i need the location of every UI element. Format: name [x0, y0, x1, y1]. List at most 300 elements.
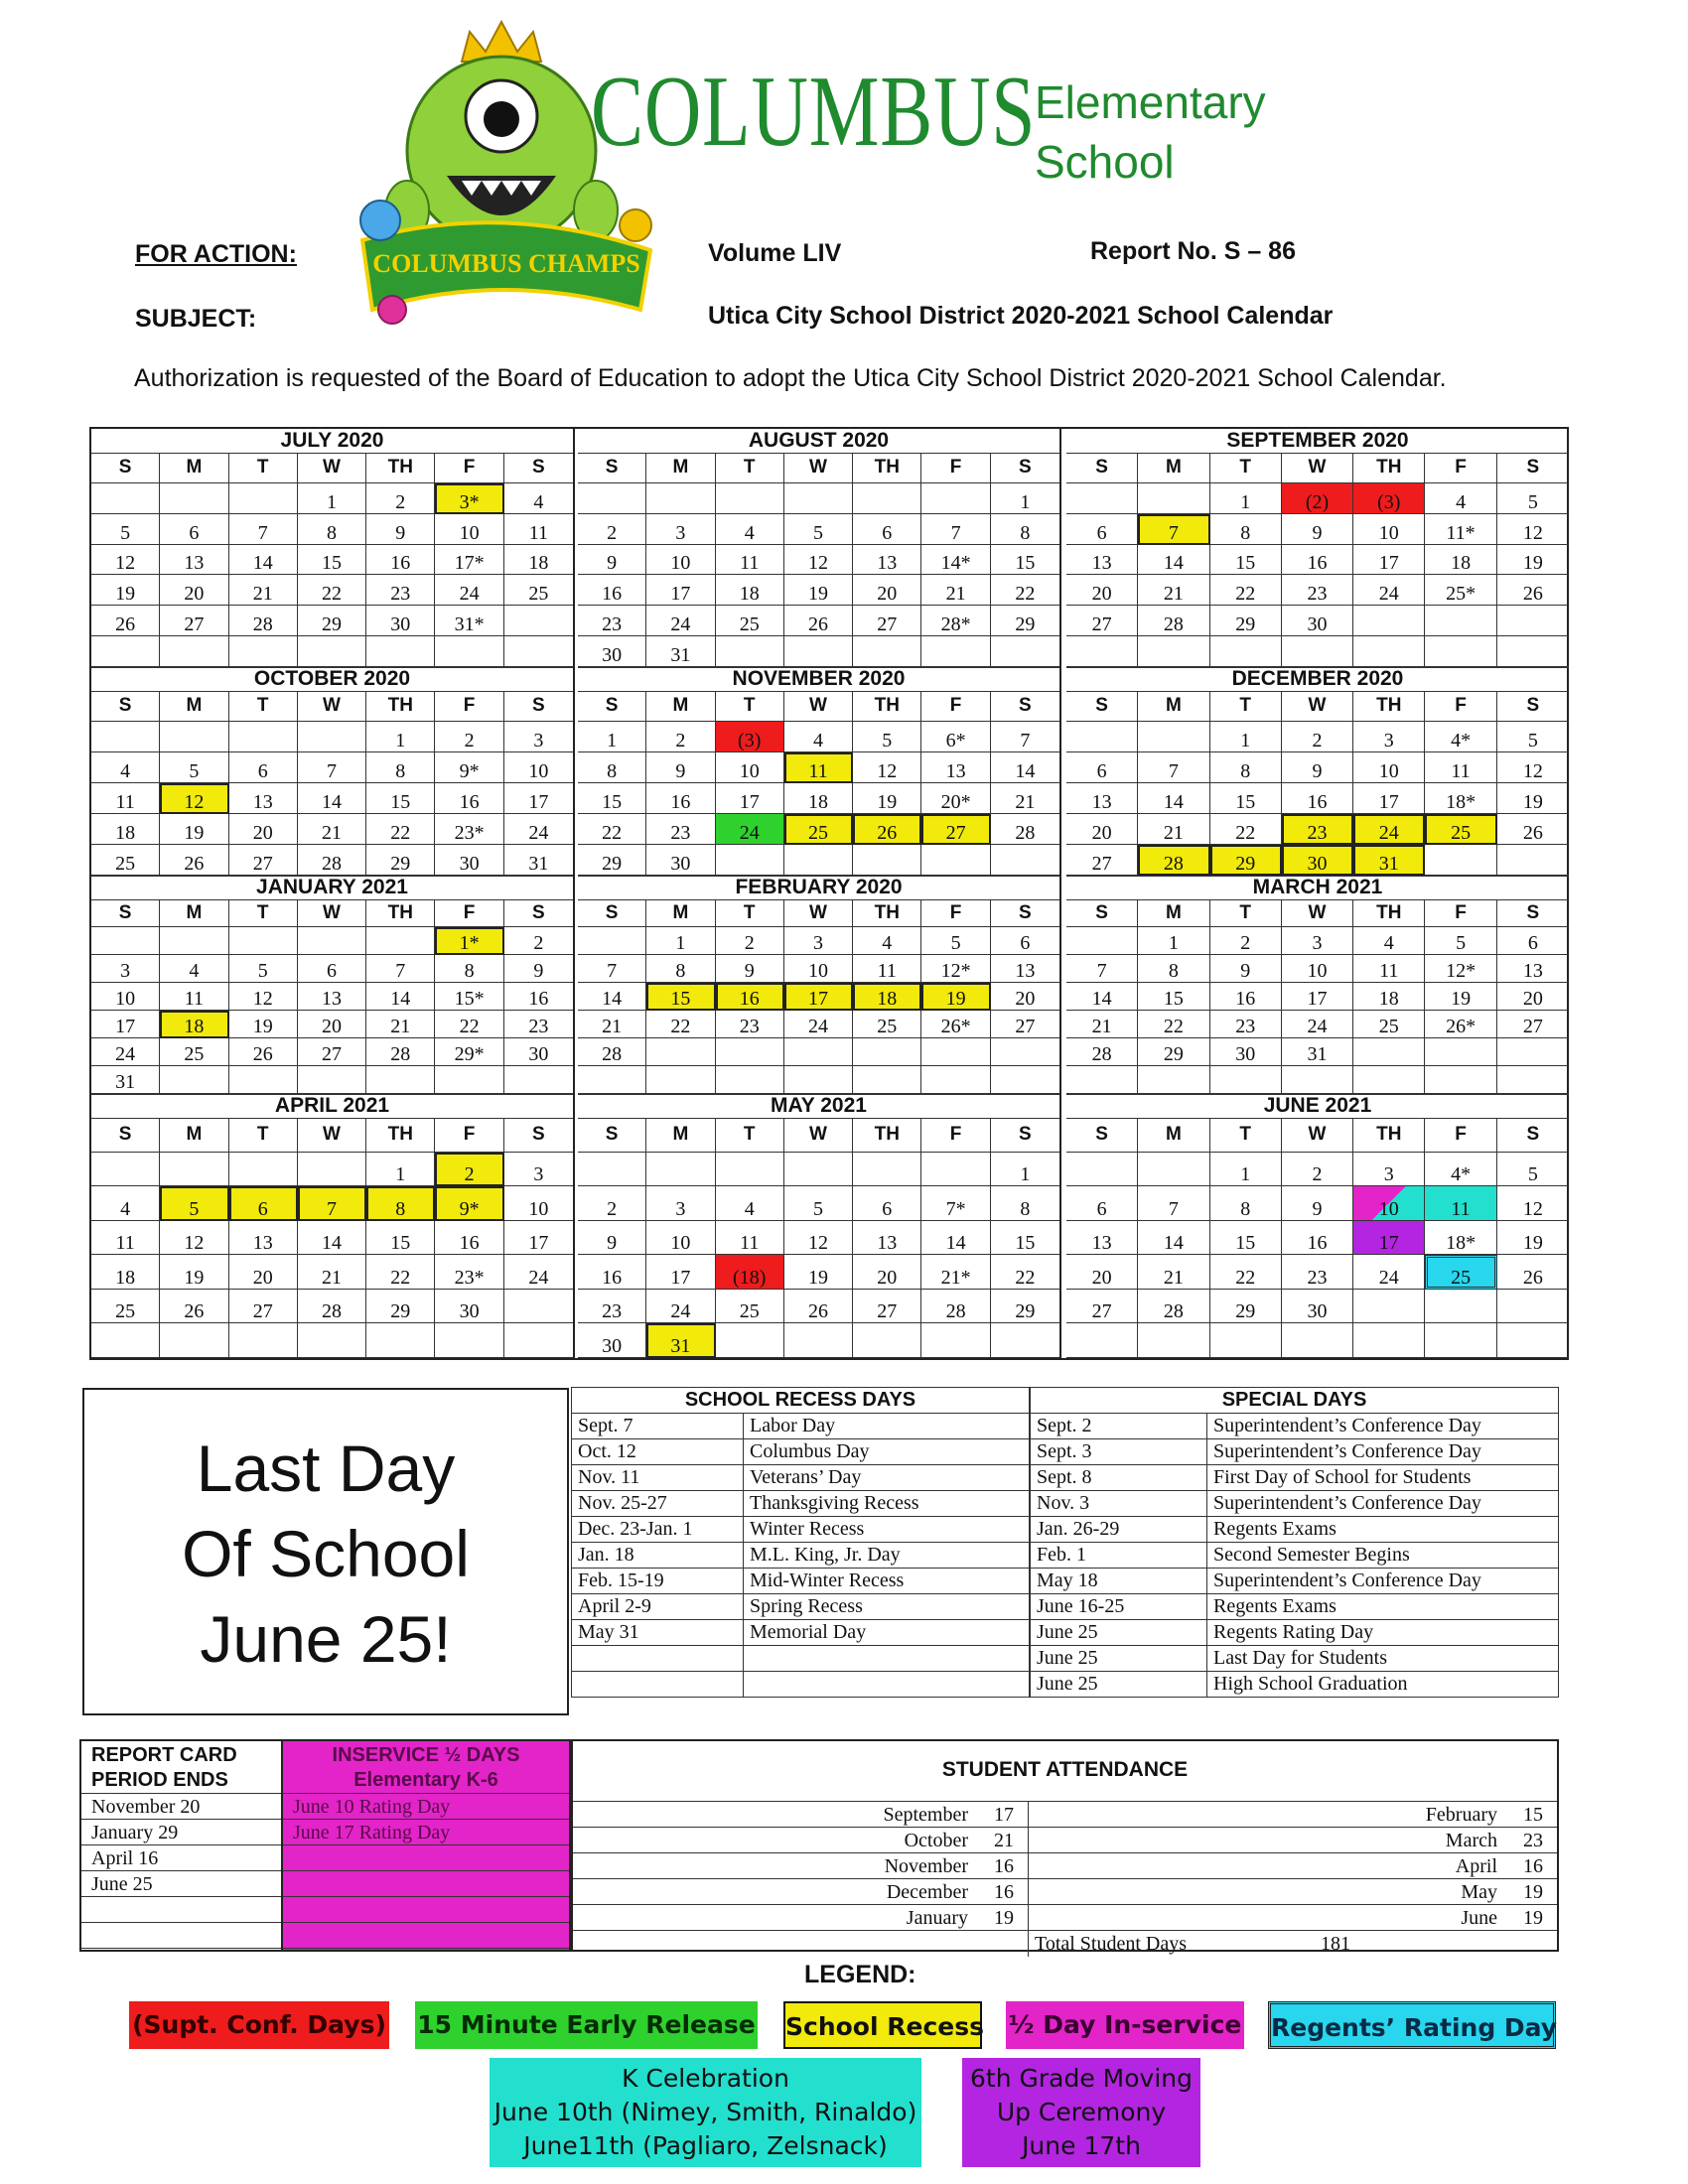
empty-day — [504, 1290, 573, 1324]
calendar-day: 21 — [578, 1011, 646, 1038]
special-date: Sept. 8 — [1031, 1465, 1207, 1491]
calendar-day: 25 — [1353, 1011, 1425, 1038]
empty-day — [921, 1066, 990, 1094]
calendar-day: 2 — [1210, 927, 1282, 955]
calendar-day: 6 — [991, 927, 1059, 955]
calendar-day: 25* — [1425, 575, 1496, 606]
calendar-day: 6 — [853, 1186, 921, 1221]
special-description: Superintendent’s Conference Day — [1207, 1439, 1559, 1465]
day-header: S — [1066, 1118, 1138, 1153]
month-february-2020 — [578, 876, 1061, 1095]
day-header: F — [921, 453, 990, 483]
empty-day — [784, 636, 853, 667]
calendar-day: 15 — [578, 783, 646, 814]
calendar-day: 6 — [229, 1186, 298, 1221]
calendar-day: 26* — [921, 1011, 990, 1038]
empty-day — [1353, 1290, 1425, 1324]
calendar-day: 17 — [646, 575, 715, 606]
calendar-day: 8 — [435, 955, 503, 983]
day-header: M — [1138, 899, 1209, 927]
day-header: F — [921, 691, 990, 722]
calendar-day: 29 — [366, 845, 435, 876]
attendance-month: June — [1461, 1907, 1497, 1929]
calendar-day: 27 — [853, 1290, 921, 1324]
day-header: F — [921, 1118, 990, 1153]
month-april-2021 — [91, 1094, 575, 1358]
calendar-day: 9 — [1282, 1186, 1353, 1221]
last-day-line3: June 25! — [200, 1602, 452, 1676]
calendar-day: 31 — [1353, 845, 1425, 876]
day-header: T — [1210, 691, 1282, 722]
day-header: S — [991, 691, 1059, 722]
calendar-day: 6 — [1066, 752, 1138, 783]
day-header: M — [1138, 691, 1209, 722]
empty-day — [229, 636, 298, 667]
day-header: S — [504, 1118, 573, 1153]
calendar-day: 1 — [366, 1153, 435, 1187]
calendar-day: 19 — [160, 1255, 228, 1290]
day-header: M — [160, 1118, 228, 1153]
authorization-text: Authorization is requested of the Board of Education to adopt the Utica City School District 2020-2021 School Calendar. — [134, 364, 1447, 392]
calendar-day: 23* — [435, 814, 503, 845]
calendar-day: 1 — [1210, 483, 1282, 514]
calendar-day: 13 — [1497, 955, 1569, 983]
day-header: M — [1138, 453, 1209, 483]
day-header: TH — [853, 899, 921, 927]
calendar-day: 21 — [298, 1255, 366, 1290]
calendar-day: 7 — [578, 955, 646, 983]
calendar-day: 23 — [1210, 1011, 1282, 1038]
empty-day — [1497, 1038, 1569, 1066]
legend-early-release: 15 Minute Early Release — [415, 2001, 758, 2049]
special-date: Nov. 3 — [1031, 1491, 1207, 1517]
calendar-day: 18 — [716, 575, 784, 606]
attendance-days: 16 — [994, 1855, 1014, 1877]
calendar-day: 11* — [1425, 514, 1496, 545]
calendar-day: 31 — [646, 1323, 715, 1358]
attendance-days: 15 — [1523, 1804, 1543, 1826]
calendar-day: 8 — [366, 1186, 435, 1221]
calendar-day: 10 — [1353, 514, 1425, 545]
empty-day — [646, 1038, 715, 1066]
day-header: M — [160, 691, 228, 722]
calendar-day: 12 — [160, 783, 228, 814]
calendar-day: 10 — [716, 752, 784, 783]
recess-row — [572, 1465, 1030, 1491]
empty-day — [991, 845, 1059, 876]
recess-description: M.L. King, Jr. Day — [744, 1543, 1030, 1569]
calendar-day: 2 — [435, 1153, 503, 1187]
recess-date: Nov. 25-27 — [572, 1491, 744, 1517]
total-days-label: Total Student Days — [1035, 1933, 1188, 1955]
calendar-day: 8 — [1138, 955, 1209, 983]
calendar-day: 5 — [91, 514, 160, 545]
day-header: TH — [853, 1118, 921, 1153]
empty-day — [160, 483, 228, 514]
day-header: S — [991, 899, 1059, 927]
calendar-day: 24 — [435, 575, 503, 606]
empty-day — [1138, 1153, 1209, 1187]
calendar-day: 27 — [298, 1038, 366, 1066]
calendar-day: 24 — [646, 606, 715, 636]
calendar-day: 9 — [1282, 752, 1353, 783]
calendar-day: 8 — [991, 514, 1059, 545]
empty-day — [716, 1153, 784, 1187]
calendar-day: 23 — [716, 1011, 784, 1038]
calendar-day: 16 — [435, 1221, 503, 1256]
calendar-day: 5 — [1425, 927, 1496, 955]
day-header: S — [504, 899, 573, 927]
calendar-day: 13 — [921, 752, 990, 783]
month-title: JULY 2020 — [91, 429, 573, 454]
month-title: APRIL 2021 — [91, 1094, 573, 1119]
calendar-day: 6 — [160, 514, 228, 545]
last-day-line1: Last Day — [196, 1432, 456, 1505]
attendance-row — [573, 1802, 1028, 1828]
month-december-2020 — [1066, 667, 1569, 877]
calendar-day: 27 — [160, 606, 228, 636]
calendar-day: 22 — [578, 814, 646, 845]
special-date: June 16-25 — [1031, 1594, 1207, 1620]
calendar-day: 9* — [435, 752, 503, 783]
calendar-day: 29 — [1138, 1038, 1209, 1066]
empty-day — [1497, 1290, 1569, 1324]
calendar-day: 22 — [366, 814, 435, 845]
day-header: W — [784, 691, 853, 722]
calendar-day: 18 — [504, 545, 573, 576]
calendar-day: 9 — [1282, 514, 1353, 545]
empty-day — [716, 1323, 784, 1358]
calendar-day: 25 — [504, 575, 573, 606]
recess-description: Labor Day — [744, 1414, 1030, 1439]
report-card-date: April 16 — [81, 1845, 281, 1871]
inservice-half-days-box — [283, 1739, 571, 1952]
day-header: F — [1425, 453, 1496, 483]
empty-day — [160, 1066, 228, 1094]
calendar-day: 14 — [1066, 983, 1138, 1011]
attendance-month: September — [883, 1804, 968, 1826]
calendar-day: 18 — [853, 983, 921, 1011]
calendar-day: 3 — [91, 955, 160, 983]
subject-label: SUBJECT: — [135, 305, 257, 333]
calendar-day: 2 — [578, 514, 646, 545]
day-header: F — [435, 691, 503, 722]
recess-description: Mid-Winter Recess — [744, 1569, 1030, 1594]
calendar-day: 11 — [853, 955, 921, 983]
calendar-day: 11 — [1353, 955, 1425, 983]
calendar-day: 15 — [366, 1221, 435, 1256]
calendar-day: 16 — [578, 1255, 646, 1290]
calendar-day: 9 — [646, 752, 715, 783]
calendar-day: 6* — [921, 722, 990, 752]
calendar-day: 1 — [578, 722, 646, 752]
calendar-day: 2 — [1282, 722, 1353, 752]
empty-day — [366, 636, 435, 667]
empty-day — [578, 483, 646, 514]
calendar-day: 16 — [435, 783, 503, 814]
monster-icon — [385, 57, 618, 245]
calendar-day: 4 — [91, 752, 160, 783]
empty-day — [784, 1323, 853, 1358]
attendance-row — [1029, 1853, 1557, 1879]
last-day-box — [82, 1388, 569, 1715]
pink-monster-icon — [378, 296, 406, 324]
empty-day — [229, 722, 298, 752]
calendar-day: 1 — [1210, 1153, 1282, 1187]
calendar-day: 29 — [991, 606, 1059, 636]
empty-day — [160, 927, 228, 955]
calendar-day: 17 — [504, 1221, 573, 1256]
calendar-day: 10 — [646, 545, 715, 576]
student-attendance-box — [571, 1739, 1559, 1955]
day-header: TH — [366, 1118, 435, 1153]
school-subtitle-line1: Elementary — [1035, 76, 1266, 128]
day-header: S — [91, 899, 160, 927]
empty-day — [504, 1066, 573, 1094]
day-header: T — [716, 1118, 784, 1153]
calendar-day: 23 — [646, 814, 715, 845]
calendar-day: 24 — [1353, 575, 1425, 606]
calendar-day: 18* — [1425, 1221, 1496, 1256]
calendar-day: 20 — [991, 983, 1059, 1011]
special-row — [1031, 1543, 1559, 1569]
calendar-day: 20 — [298, 1011, 366, 1038]
calendar-day: 22 — [1138, 1011, 1209, 1038]
calendar-day: 9 — [504, 955, 573, 983]
calendar-day: 22 — [646, 1011, 715, 1038]
day-header: F — [1425, 691, 1496, 722]
day-header: F — [1425, 899, 1496, 927]
recess-description: Spring Recess — [744, 1594, 1030, 1620]
calendar-day: 26 — [1497, 575, 1569, 606]
calendar-day: 7 — [921, 514, 990, 545]
special-description: Regents Rating Day — [1207, 1620, 1559, 1646]
calendar-day: 31 — [1282, 1038, 1353, 1066]
calendar-day: 20* — [921, 783, 990, 814]
calendar-day: 5 — [160, 1186, 228, 1221]
month-november-2020 — [578, 667, 1061, 877]
calendar-day: 10 — [784, 955, 853, 983]
g6-line3: June 17th — [1022, 2131, 1141, 2160]
calendar-day: 28 — [921, 1290, 990, 1324]
calendar-day: 15 — [991, 545, 1059, 576]
calendar-day: 21 — [298, 814, 366, 845]
calendar-day: 6 — [298, 955, 366, 983]
empty-day — [366, 1066, 435, 1094]
special-date: Feb. 1 — [1031, 1543, 1207, 1569]
calendar-day: 4 — [1353, 927, 1425, 955]
special-row — [1031, 1646, 1559, 1672]
calendar-day: 1 — [298, 483, 366, 514]
calendar-day: 25 — [91, 1290, 160, 1324]
calendar-day: 15 — [366, 783, 435, 814]
calendar-day: 2 — [716, 927, 784, 955]
calendar-day: 13 — [229, 783, 298, 814]
calendar-day: 14 — [1138, 783, 1209, 814]
attendance-days: 23 — [1523, 1830, 1543, 1851]
month-title: JUNE 2021 — [1066, 1094, 1569, 1119]
calendar-day: 8 — [1210, 1186, 1282, 1221]
special-date: June 25 — [1031, 1646, 1207, 1672]
k-celebration-line2: June 10th (Nimey, Smith, Rinaldo) — [493, 2098, 917, 2126]
recess-description: Veterans’ Day — [744, 1465, 1030, 1491]
calendar-day: 3 — [784, 927, 853, 955]
empty-day — [853, 636, 921, 667]
calendar-day: 28* — [921, 606, 990, 636]
calendar-day: (2) — [1282, 483, 1353, 514]
calendar-day: 9 — [1210, 955, 1282, 983]
recess-row — [572, 1569, 1030, 1594]
report-card-period-box — [79, 1739, 283, 1952]
calendar-day: 29 — [1210, 606, 1282, 636]
calendar-day: 8 — [366, 752, 435, 783]
recess-description — [744, 1672, 1030, 1698]
calendar-day: 26 — [1497, 814, 1569, 845]
empty-day — [921, 483, 990, 514]
calendar-day: 21 — [229, 575, 298, 606]
calendar-day: 11 — [716, 1221, 784, 1256]
calendar-day: 4 — [716, 514, 784, 545]
empty-day — [298, 1066, 366, 1094]
day-header: M — [646, 1118, 715, 1153]
calendar-day: 30 — [1282, 845, 1353, 876]
recess-row — [572, 1491, 1030, 1517]
empty-day — [991, 1038, 1059, 1066]
calendar-day: 22 — [1210, 1255, 1282, 1290]
empty-day — [1138, 1323, 1209, 1358]
calendar-day: 27 — [1066, 845, 1138, 876]
calendar-day: 10 — [646, 1221, 715, 1256]
empty-day — [1353, 1038, 1425, 1066]
calendar-day: 1 — [991, 1153, 1059, 1187]
day-header: S — [1066, 691, 1138, 722]
calendar-day: 17 — [716, 783, 784, 814]
empty-day — [1425, 636, 1496, 667]
special-row — [1031, 1491, 1559, 1517]
day-header: S — [1497, 899, 1569, 927]
empty-day — [1138, 636, 1209, 667]
calendar-day: 6 — [1497, 927, 1569, 955]
calendar-day: 14* — [921, 545, 990, 576]
empty-day — [921, 1323, 990, 1358]
empty-day — [1425, 845, 1496, 876]
calendar-day: 3 — [646, 514, 715, 545]
calendar-day: 21 — [1138, 1255, 1209, 1290]
month-may-2021 — [578, 1094, 1061, 1358]
day-header: F — [1425, 1118, 1496, 1153]
calendar-day: 7 — [1138, 1186, 1209, 1221]
calendar-day: 19 — [784, 1255, 853, 1290]
calendar-day: 26 — [91, 606, 160, 636]
calendar-day: 16 — [716, 983, 784, 1011]
calendar-day: 24 — [716, 814, 784, 845]
calendar-day: 20 — [1066, 575, 1138, 606]
calendar-day: (3) — [716, 722, 784, 752]
empty-day — [91, 1323, 160, 1358]
day-header: S — [578, 899, 646, 927]
calendar-day: 19 — [91, 575, 160, 606]
calendar-day: 3* — [435, 483, 503, 514]
empty-day — [91, 927, 160, 955]
calendar-day: 16 — [1282, 1221, 1353, 1256]
calendar-day: 26 — [1497, 1255, 1569, 1290]
calendar-day: 9* — [435, 1186, 503, 1221]
g6-line1: 6th Grade Moving — [970, 2064, 1193, 2093]
calendar-day: 7 — [991, 722, 1059, 752]
calendar-day: 31 — [91, 1066, 160, 1094]
calendar-day: 15 — [1210, 1221, 1282, 1256]
inservice-date — [283, 1897, 569, 1923]
calendar-day: 22 — [366, 1255, 435, 1290]
volume-text: Volume LIV — [708, 239, 842, 267]
calendar-day: 10 — [435, 514, 503, 545]
calendar-day: 27 — [1497, 1011, 1569, 1038]
day-header: T — [1210, 453, 1282, 483]
calendar-day: 13 — [160, 545, 228, 576]
empty-day — [229, 927, 298, 955]
attendance-row — [1029, 1905, 1557, 1931]
calendar-day: 28 — [1138, 845, 1209, 876]
legend-school-recess: School Recess — [783, 2001, 982, 2049]
calendar-day: 21 — [366, 1011, 435, 1038]
report-card-date — [81, 1923, 281, 1949]
calendar-day: (3) — [1353, 483, 1425, 514]
attendance-days: 19 — [994, 1907, 1014, 1929]
empty-day — [921, 1038, 990, 1066]
calendar-day: 24 — [646, 1290, 715, 1324]
day-header: TH — [853, 453, 921, 483]
calendar-day: 13 — [1066, 783, 1138, 814]
empty-day — [91, 483, 160, 514]
calendar-day: 30 — [435, 845, 503, 876]
day-header: W — [298, 1118, 366, 1153]
empty-day — [160, 722, 228, 752]
inservice-title-line1: INSERVICE ½ DAYS — [332, 1744, 520, 1766]
empty-day — [504, 636, 573, 667]
calendar-day: 29 — [298, 606, 366, 636]
school-recess-table — [571, 1387, 1030, 1698]
calendar-day: 29 — [578, 845, 646, 876]
day-header: T — [229, 1118, 298, 1153]
special-description: Superintendent’s Conference Day — [1207, 1491, 1559, 1517]
calendar-day: 21* — [921, 1255, 990, 1290]
calendar-day: 28 — [1138, 606, 1209, 636]
recess-description: Thanksgiving Recess — [744, 1491, 1030, 1517]
day-header: W — [1282, 899, 1353, 927]
calendar-day: 11 — [504, 514, 573, 545]
calendar-day: 26 — [784, 1290, 853, 1324]
recess-row — [572, 1620, 1030, 1646]
calendar-day: 17 — [784, 983, 853, 1011]
recess-date: Feb. 15-19 — [572, 1569, 744, 1594]
calendar-day: 14 — [298, 783, 366, 814]
recess-description: Columbus Day — [744, 1439, 1030, 1465]
day-header: T — [229, 899, 298, 927]
calendar-day: 30 — [1282, 606, 1353, 636]
empty-day — [578, 1066, 646, 1094]
day-header: TH — [366, 899, 435, 927]
attendance-days: 16 — [994, 1881, 1014, 1903]
attendance-title: STUDENT ATTENDANCE — [573, 1741, 1557, 1802]
month-title: NOVEMBER 2020 — [578, 667, 1059, 692]
day-header: T — [229, 453, 298, 483]
special-description: Regents Exams — [1207, 1517, 1559, 1543]
day-header: T — [1210, 1118, 1282, 1153]
calendar-day: 28 — [366, 1038, 435, 1066]
calendar-day: 5 — [784, 514, 853, 545]
calendar-day: 10 — [504, 1186, 573, 1221]
calendar-day: 24 — [1353, 814, 1425, 845]
